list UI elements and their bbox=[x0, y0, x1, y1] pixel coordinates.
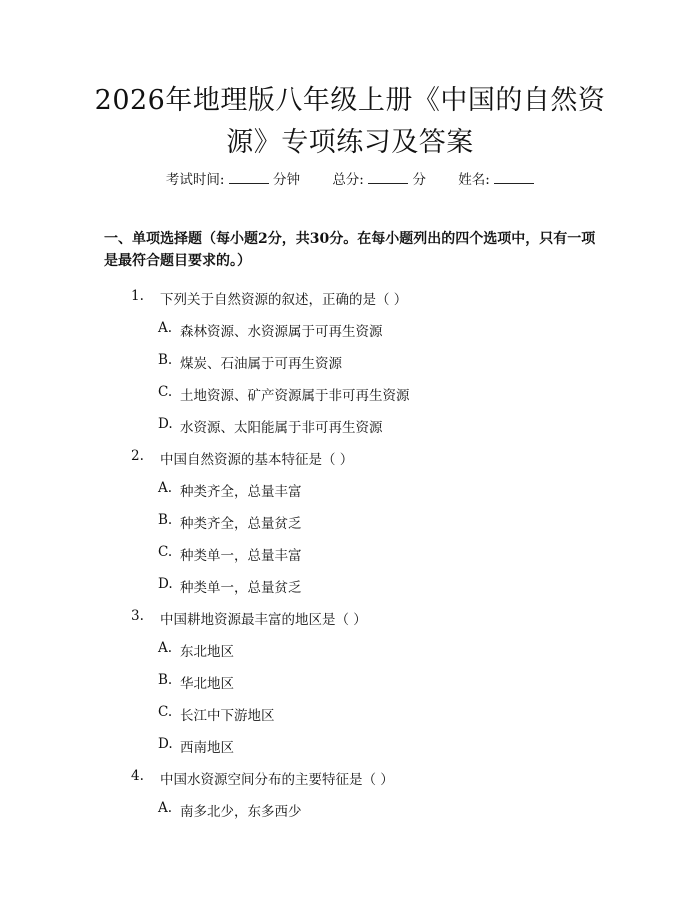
option-text: 种类单一，总量贫乏 bbox=[180, 580, 302, 596]
section-heading: 一、单项选择题（每小题2分，共30分。在每小题列出的四个选项中，只有一项是最符合题目要求的。） bbox=[104, 231, 596, 269]
question-number: 1. bbox=[131, 288, 144, 304]
question-number: 4. bbox=[131, 768, 144, 784]
option-letter: A. bbox=[158, 800, 173, 816]
question-text: 中国自然资源的基本特征是（ ） bbox=[160, 452, 354, 468]
student-name-label: 姓名: bbox=[458, 172, 490, 188]
question-number: 2. bbox=[131, 448, 144, 464]
student-name bbox=[458, 172, 534, 188]
option-letter: A. bbox=[158, 640, 173, 656]
option-letter: C. bbox=[158, 384, 173, 400]
exam-time-blank bbox=[229, 171, 269, 184]
title-line-1: 2026年地理版八年级上册《中国的自然资 bbox=[94, 85, 606, 116]
option-text: 煤炭、石油属于可再生资源 bbox=[180, 356, 342, 372]
question-list bbox=[0, 288, 700, 832]
option bbox=[0, 640, 700, 672]
option-text: 华北地区 bbox=[180, 676, 234, 692]
exam-meta bbox=[0, 168, 700, 188]
option-text: 种类齐全，总量贫乏 bbox=[180, 516, 302, 532]
page-title bbox=[90, 80, 610, 164]
option bbox=[0, 512, 700, 544]
option-letter: B. bbox=[158, 512, 173, 528]
option-text: 种类齐全，总量丰富 bbox=[180, 484, 302, 500]
option bbox=[0, 352, 700, 384]
option-letter: B. bbox=[158, 672, 173, 688]
question-text: 中国耕地资源最丰富的地区是（ ） bbox=[160, 612, 367, 628]
option-text: 种类单一，总量丰富 bbox=[180, 548, 302, 564]
option bbox=[0, 672, 700, 704]
option bbox=[0, 704, 700, 736]
question bbox=[0, 448, 700, 480]
option bbox=[0, 384, 700, 416]
option-letter: B. bbox=[158, 352, 173, 368]
option-text: 南多北少，东多西少 bbox=[180, 804, 302, 820]
question-text: 下列关于自然资源的叙述，正确的是（ ） bbox=[160, 292, 408, 308]
option-letter: A. bbox=[158, 320, 173, 336]
total-score bbox=[332, 172, 430, 188]
question bbox=[0, 608, 700, 640]
total-score-unit: 分 bbox=[412, 172, 426, 188]
exam-time-unit: 分钟 bbox=[273, 172, 301, 188]
option bbox=[0, 576, 700, 608]
exam-time-label: 考试时间: bbox=[165, 172, 225, 188]
option-text: 森林资源、水资源属于可再生资源 bbox=[180, 324, 383, 340]
option-text: 东北地区 bbox=[180, 644, 234, 660]
option-letter: A. bbox=[158, 480, 173, 496]
option-letter: D. bbox=[158, 736, 173, 752]
question bbox=[0, 768, 700, 800]
option-letter: D. bbox=[158, 416, 173, 432]
option bbox=[0, 416, 700, 448]
option-letter: C. bbox=[158, 544, 173, 560]
option bbox=[0, 320, 700, 352]
option bbox=[0, 544, 700, 576]
total-score-blank bbox=[368, 171, 408, 184]
option-text: 水资源、太阳能属于非可再生资源 bbox=[180, 420, 383, 436]
option-text: 西南地区 bbox=[180, 740, 234, 756]
question-number: 3. bbox=[131, 608, 144, 624]
total-score-label: 总分: bbox=[332, 172, 364, 188]
option-letter: C. bbox=[158, 704, 173, 720]
option bbox=[0, 800, 700, 832]
title-line-2: 源》专项练习及答案 bbox=[226, 127, 474, 158]
option bbox=[0, 480, 700, 512]
question-text: 中国水资源空间分布的主要特征是（ ） bbox=[160, 772, 394, 788]
question bbox=[0, 288, 700, 320]
exam-time bbox=[166, 172, 304, 188]
option-letter: D. bbox=[158, 576, 173, 592]
option-text: 土地资源、矿产资源属于非可再生资源 bbox=[180, 388, 410, 404]
option-text: 长江中下游地区 bbox=[180, 708, 275, 724]
student-name-blank bbox=[494, 171, 534, 184]
option bbox=[0, 736, 700, 768]
